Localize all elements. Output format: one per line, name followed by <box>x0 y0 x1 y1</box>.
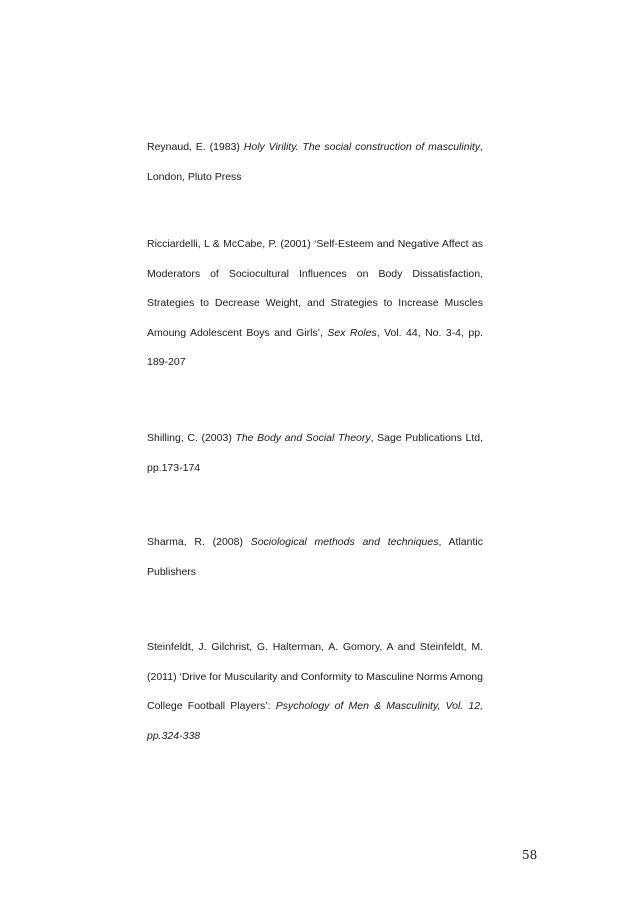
reference-sharma <box>147 528 483 587</box>
reference-title: The Body and Social Theory <box>235 432 371 444</box>
reference-text: Sharma, R. (2008) <box>147 536 251 548</box>
reference-steinfeldt <box>147 633 483 751</box>
reference-reynaud <box>147 133 483 192</box>
reference-title: Sex Roles <box>327 326 377 339</box>
reference-title: Psychology of Men & Masculinity, Vol. 12, pp.324-338 <box>147 700 483 742</box>
page-number: 58 <box>522 848 538 862</box>
reference-text: , Sage Publications Ltd, pp.173-174 <box>147 432 484 474</box>
reference-text: , London, Pluto Press <box>147 141 483 183</box>
reference-shilling <box>147 424 483 483</box>
reference-text: Ricciardelli, L & McCabe, P. (2001) ‘Self-Esteem and Negative Affect as Moderators of Sociocultural Influences on Body Dissatisfaction, Strategies to Decrease Weight, and Strategies to Increase Muscles Amoung Adolescent Boys and Girls’, <box>147 238 483 339</box>
reference-text: Reynaud, E. (1983) <box>147 141 244 153</box>
reference-text: , Atlantic Publishers <box>147 536 483 578</box>
reference-title: Sociological methods and techniques <box>250 536 439 548</box>
reference-text: , Vol. 44, No. 3-4, pp. 189-207 <box>147 326 483 368</box>
reference-text: Steinfeldt, J. Gilchrist, G. Halterman, A. Gomory, A and Steinfeldt, M. (2011) ‘Drive for Muscularity and Conformity to Masculine Norms Among College Football Players’: <box>147 641 483 712</box>
reference-text: Shilling, C. (2003) <box>147 432 236 444</box>
reference-title: Holy Virility. The social construction of masculinity <box>243 141 481 153</box>
reference-ricciardelli <box>147 230 483 378</box>
